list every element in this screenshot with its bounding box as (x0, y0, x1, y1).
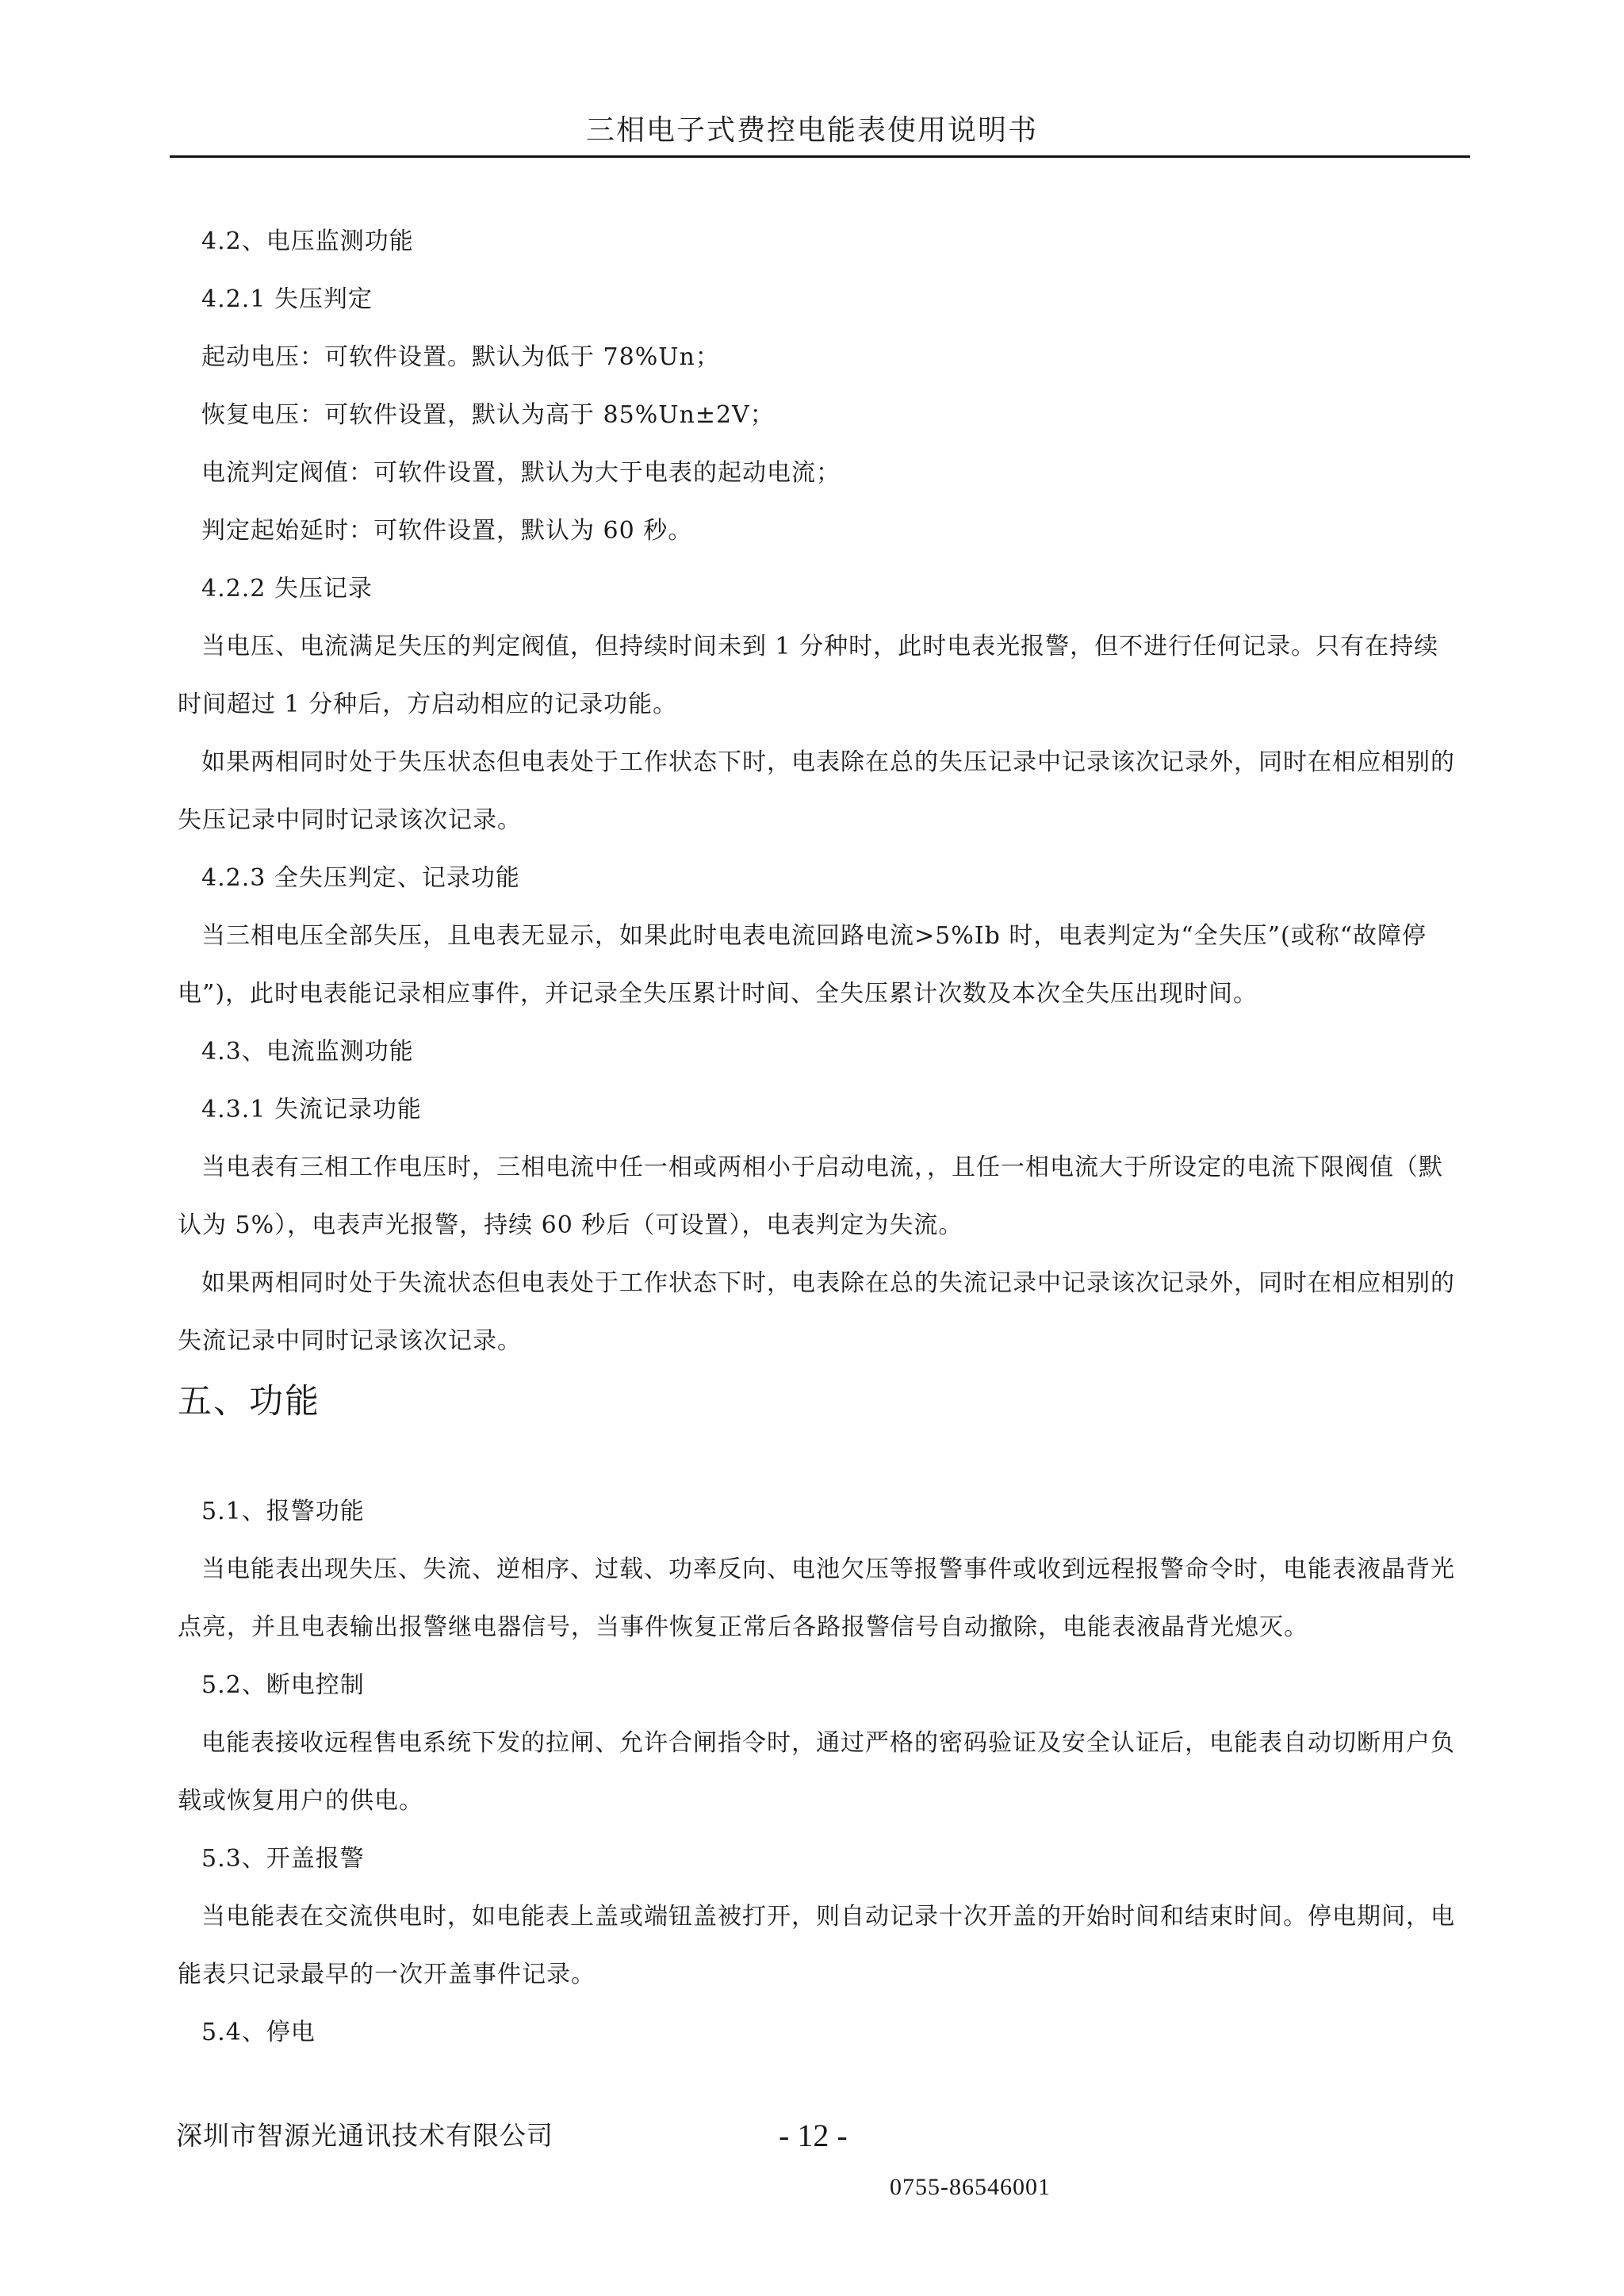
paragraph: 当电能表出现失压、失流、逆相序、过载、功率反向、电池欠压等报警事件或收到远程报警命令时，电能表液晶背光点亮，并且电表输出报警继电器信号，当事件恢复正常后各路报警信号自动撤除，电能表液晶背光熄灭。 (178, 1556, 1455, 1641)
paragraph: 当三相电压全部失压，且电表无显示，如果此时电表电流回路电流>5%Ib 时，电表判定为“全失压”(或称“故障停电”)，此时电表能记录相应事件，并记录全失压累计时间、全失压累计次数及本次全失压出现时间。 (178, 922, 1427, 1008)
page-header-title: 三相电子式费控电能表使用说明书 (585, 114, 1038, 147)
list-item: 恢复电压：可软件设置，默认为高于 85%Un±2V； (201, 401, 775, 429)
paragraph: 当电能表在交流供电时，如电能表上盖或端钮盖被打开，则自动记录十次开盖的开始时间和结束时间。停电期间，电能表只记录最早的一次开盖事件记录。 (178, 1903, 1455, 1988)
chapter-heading-5: 五、功能 (178, 1382, 320, 1422)
section-heading-4-3: 4.3、电流监测功能 (201, 1038, 414, 1066)
paragraph: 当电表有三相工作电压时，三相电流中任一相或两相小于启动电流，，且任一相电流大于所设定的电流下限阀值（默认为 5%），电表声光报警，持续 60 秒后（可设置），电表判定为失流。 (178, 1154, 1443, 1239)
subsection-heading-4-3-1: 4.3.1 失流记录功能 (201, 1096, 422, 1123)
list-item: 判定起始延时：可软件设置，默认为 60 秒。 (201, 517, 693, 545)
subsection-heading-4-2-1: 4.2.1 失压判定 (201, 285, 373, 313)
section-heading-5-1: 5.1、报警功能 (201, 1498, 365, 1525)
paragraph: 如果两相同时处于失流状态但电表处于工作状态下时，电表除在总的失流记录中记录该次记录外，同时在相应相别的失流记录中同时记录该次记录。 (178, 1269, 1455, 1355)
page-content (178, 212, 1462, 2061)
header-divider (170, 155, 1470, 158)
subsection-heading-4-2-3: 4.2.3 全失压判定、记录功能 (201, 864, 520, 892)
section-heading-5-4: 5.4、停电 (201, 2019, 316, 2046)
section-heading-5-3: 5.3、开盖报警 (201, 1845, 365, 1873)
subsection-heading-4-2-2: 4.2.2 失压记录 (201, 575, 373, 603)
paragraph: 电能表接收远程售电系统下发的拉闸、允许合闸指令时，通过严格的密码验证及安全认证后，电能表自动切断用户负载或恢复用户的供电。 (178, 1729, 1455, 1815)
paragraph: 当电压、电流满足失压的判定阀值，但持续时间未到 1 分种时，此时电表光报警，但不进行任何记录。只有在持续时间超过 1 分种后，方启动相应的记录功能。 (178, 633, 1439, 718)
section-heading-5-2: 5.2、断电控制 (201, 1671, 365, 1699)
page-number: - 12 - (779, 2118, 848, 2153)
paragraph: 如果两相同时处于失压状态但电表处于工作状态下时，电表除在总的失压记录中记录该次记录外，同时在相应相别的失压记录中同时记录该次记录。 (178, 748, 1455, 834)
section-heading-4-2: 4.2、电压监测功能 (201, 228, 414, 255)
list-item: 起动电压：可软件设置。默认为低于 78%Un； (201, 343, 720, 371)
footer-company-name: 深圳市智源光通讯技术有限公司 (176, 2120, 553, 2151)
footer-phone: 0755-86546001 (890, 2174, 1051, 2200)
list-item: 电流判定阀值：可软件设置，默认为大于电表的起动电流； (201, 459, 841, 487)
